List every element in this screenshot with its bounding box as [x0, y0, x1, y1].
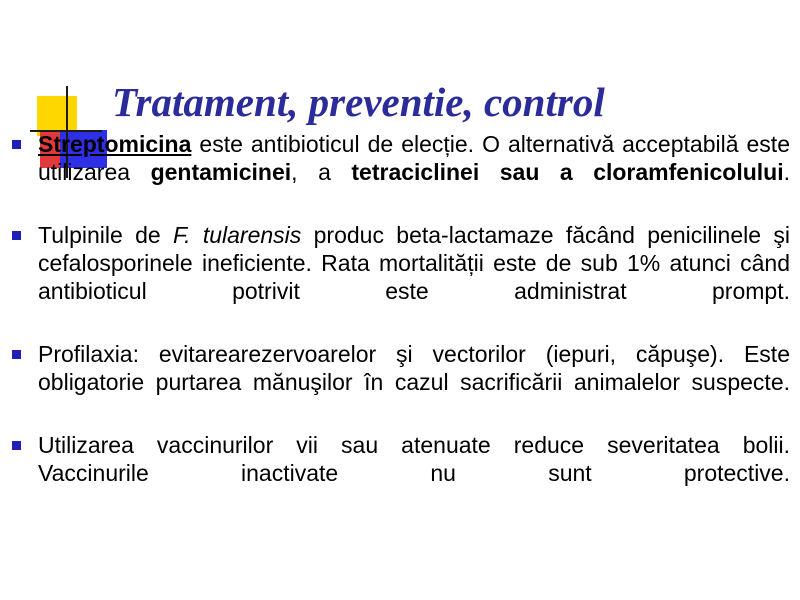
bullet-item-2 [8, 221, 790, 333]
bullet-2-text-3: produc beta-lactamaze făcând penicilinele şi cefalosporinele ineficiente. Rata mortalității este de sub 1% atunci când antibioticul potrivit este administrat prompt. [38, 222, 790, 304]
square-bullet-icon [12, 231, 21, 240]
bullet-2-text-1: Tulpinile de [38, 222, 174, 248]
bullet-1-text-tetraciclinei: tetraciclinei sau a cloramfenicolului [351, 159, 784, 185]
bullet-1-text-streptomicina: Streptomicina [38, 131, 192, 157]
bullet-list [8, 130, 790, 522]
bullet-1-text-gentamicinei: gentamicinei [150, 159, 292, 185]
bullet-1-text-6: . [783, 159, 791, 185]
bullet-4-text: Utilizarea vaccinurilor vii sau atenuate reduce severitatea bolii. Vaccinurile inactivate nu sunt protective. [38, 432, 790, 486]
bullet-2-text-species: F. tularensis [173, 222, 302, 248]
bullet-3-text: Profilaxia: evitarearezervoarelor şi vectorilor (iepuri, căpuşe). Este obligatorie purtarea mănuşilor în cazul sacrificării animalelor suspecte. [38, 341, 790, 395]
slide-title: Tratament, preventie, control [112, 79, 605, 125]
bullet-1-text-2: este antibioticul de elecție. O alternativă acceptabilă este utilizarea [38, 131, 790, 185]
bullet-item-4 [8, 431, 790, 515]
bullet-1-text-4: , a [291, 159, 352, 185]
bullet-item-3 [8, 340, 790, 424]
square-bullet-icon [12, 350, 21, 359]
bullet-item-1 [8, 130, 790, 214]
square-bullet-icon [12, 441, 21, 450]
square-bullet-icon [12, 140, 21, 149]
